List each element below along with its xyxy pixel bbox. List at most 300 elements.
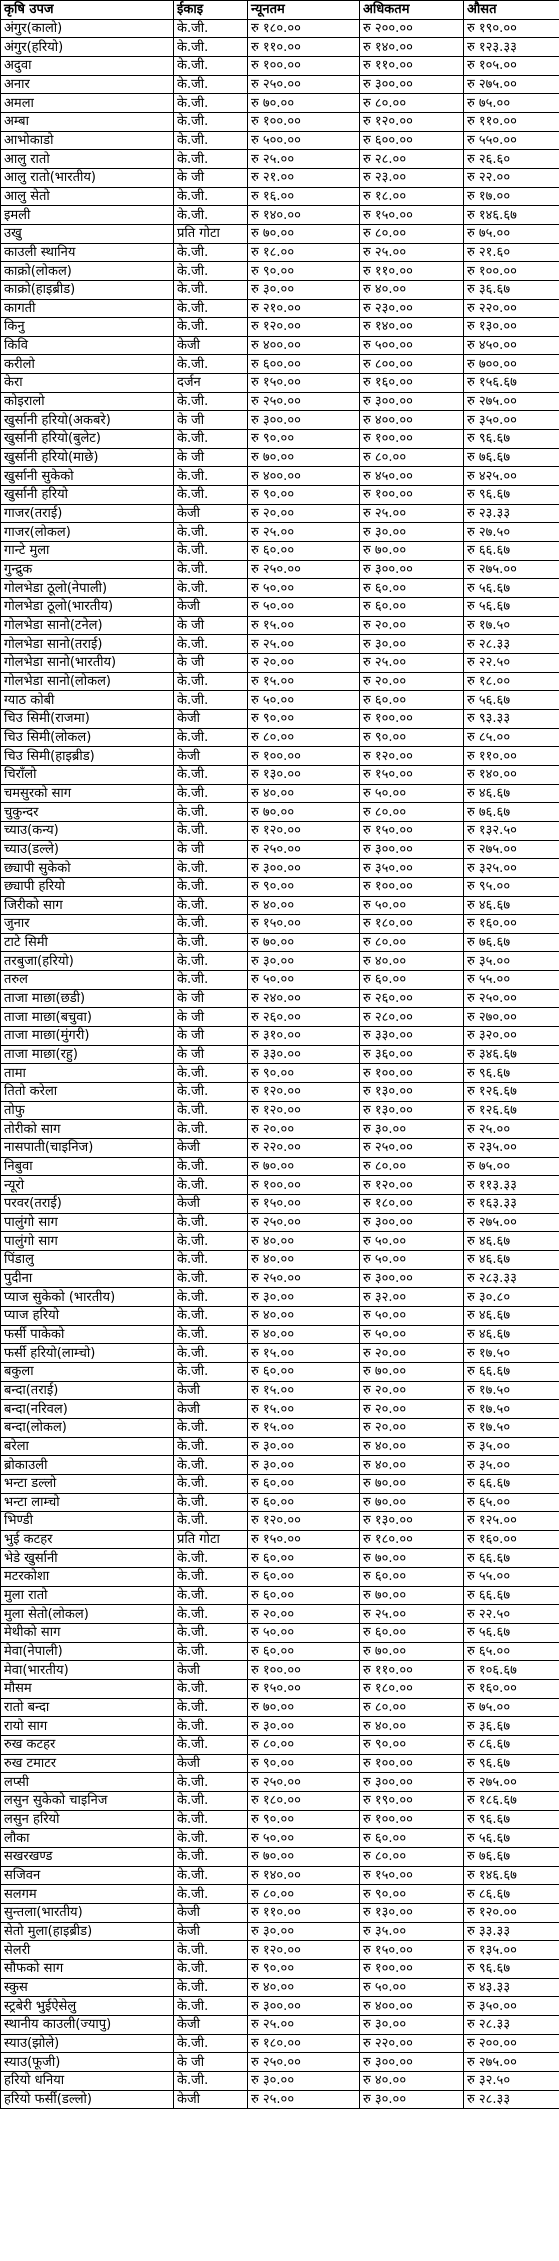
min-price-cell: रु १४०.०० <box>248 1866 360 1885</box>
table-body <box>1 19 559 2109</box>
max-price-cell: रु ३००.०० <box>360 1269 464 1288</box>
max-price-cell: रु १२०.०० <box>360 747 464 766</box>
unit-cell: के.जी. <box>174 1736 248 1755</box>
commodity-cell: भन्टा डल्लो <box>1 1474 174 1493</box>
min-price-cell: रु १५.०० <box>248 1344 360 1363</box>
unit-cell: के.जी. <box>174 1642 248 1661</box>
commodity-cell: च्याउ(डल्ले) <box>1 840 174 859</box>
max-price-cell: रु ८०.०० <box>360 1698 464 1717</box>
max-price-cell: रु २००.०० <box>360 19 464 38</box>
min-price-cell: रु ७०.०० <box>248 224 360 243</box>
table-row <box>1 1157 559 1176</box>
unit-cell: के.जी. <box>174 1810 248 1829</box>
min-price-cell: रु ७०.०० <box>248 933 360 952</box>
avg-price-cell: रु ३५.०० <box>464 1437 559 1456</box>
commodity-cell: च्याउ(कन्य) <box>1 821 174 840</box>
commodity-cell: अदुवा <box>1 56 174 75</box>
min-price-cell: रु ६०.०० <box>248 1642 360 1661</box>
avg-price-cell: रु १२६.६७ <box>464 1101 559 1120</box>
avg-price-cell: रु ६६.६७ <box>464 542 559 561</box>
table-row <box>1 896 559 915</box>
commodity-cell: ताजा माछा(बचुवा) <box>1 1008 174 1027</box>
min-price-cell: रु ५०.०० <box>248 579 360 598</box>
max-price-cell: रु १६०.०० <box>360 374 464 393</box>
commodity-cell: मेथीको साग <box>1 1624 174 1643</box>
commodity-cell: स्याउ(झोले) <box>1 2034 174 2053</box>
commodity-cell: आलु सेतो <box>1 187 174 206</box>
commodity-cell: पालुंगो साग <box>1 1213 174 1232</box>
commodity-cell: बन्दा(लोकल) <box>1 1418 174 1437</box>
max-price-cell: रु २५.०० <box>360 243 464 262</box>
avg-price-cell: रु ३३.३३ <box>464 1922 559 1941</box>
avg-price-cell: रु २५०.०० <box>464 989 559 1008</box>
min-price-cell: रु १८.०० <box>248 243 360 262</box>
max-price-cell: रु १३०.०० <box>360 1101 464 1120</box>
avg-price-cell: रु ३५०.०० <box>464 411 559 430</box>
unit-cell: के.जी. <box>174 262 248 281</box>
unit-cell: के.जी. <box>174 784 248 803</box>
avg-price-cell: रु ३५.०० <box>464 952 559 971</box>
unit-cell: के.जी. <box>174 765 248 784</box>
max-price-cell: रु २५.०० <box>360 653 464 672</box>
max-price-cell: रु १५०.०० <box>360 1866 464 1885</box>
min-price-cell: रु ४०.०० <box>248 1232 360 1251</box>
avg-price-cell: रु ११३.३३ <box>464 1176 559 1195</box>
avg-price-cell: रु २६.६० <box>464 150 559 169</box>
avg-price-cell: रु ३४६.६७ <box>464 1045 559 1064</box>
table-row <box>1 112 559 131</box>
unit-cell: के.जी. <box>174 1288 248 1307</box>
commodity-cell: गोलभेडा ठूलो(भारतीय) <box>1 598 174 617</box>
unit-cell: प्रति गोटा <box>174 1530 248 1549</box>
min-price-cell: रु १५.०० <box>248 672 360 691</box>
commodity-cell: बरेला <box>1 1437 174 1456</box>
unit-cell: के.जी. <box>174 1792 248 1811</box>
min-price-cell: रु १५०.०० <box>248 915 360 934</box>
table-row <box>1 411 559 430</box>
table-row <box>1 635 559 654</box>
unit-cell: केजी <box>174 1381 248 1400</box>
avg-price-cell: रु ३६.६७ <box>464 280 559 299</box>
avg-price-cell: रु १२३.३३ <box>464 38 559 57</box>
unit-cell: के.जी. <box>174 1866 248 1885</box>
table-row <box>1 971 559 990</box>
min-price-cell: रु ३०.०० <box>248 1456 360 1475</box>
table-row <box>1 1903 559 1922</box>
max-price-cell: रु ८००.०० <box>360 355 464 374</box>
commodity-cell: परवर(तराई) <box>1 1195 174 1214</box>
max-price-cell: रु १८०.०० <box>360 915 464 934</box>
avg-price-cell: रु १६३.३३ <box>464 1195 559 1214</box>
commodity-cell: पालुंगो साग <box>1 1232 174 1251</box>
commodity-cell: गोलभेडा ठूलो(नेपाली) <box>1 579 174 598</box>
min-price-cell: रु १२०.०० <box>248 1941 360 1960</box>
avg-price-cell: रु ९५.०० <box>464 877 559 896</box>
max-price-cell: रु १००.०० <box>360 430 464 449</box>
min-price-cell: रु ३०.०० <box>248 952 360 971</box>
commodity-cell: खुर्सानी हरियो(अकबरे) <box>1 411 174 430</box>
max-price-cell: रु १००.०० <box>360 1810 464 1829</box>
header-min: न्यूनतम <box>248 1 360 20</box>
commodity-cell: कोइरालो <box>1 392 174 411</box>
table-row <box>1 1530 559 1549</box>
min-price-cell: रु ९०.०० <box>248 877 360 896</box>
max-price-cell: रु २५.०० <box>360 1605 464 1624</box>
commodity-cell: तरबुजा(हरियो) <box>1 952 174 971</box>
avg-price-cell: रु ६६.६७ <box>464 1362 559 1381</box>
max-price-cell: रु ४०.०० <box>360 1437 464 1456</box>
commodity-cell: लौका <box>1 1829 174 1848</box>
unit-cell: के.जी. <box>174 1624 248 1643</box>
unit-cell: के.जी. <box>174 1997 248 2016</box>
avg-price-cell: रु २३.३३ <box>464 504 559 523</box>
max-price-cell: रु ७०.०० <box>360 1362 464 1381</box>
min-price-cell: रु १२०.०० <box>248 1512 360 1531</box>
unit-cell: के जी <box>174 448 248 467</box>
unit-cell: के.जी. <box>174 859 248 878</box>
table-row <box>1 653 559 672</box>
unit-cell: के.जी. <box>174 1325 248 1344</box>
unit-cell: के जी <box>174 616 248 635</box>
unit-cell: के.जी. <box>174 1232 248 1251</box>
unit-cell: केजी <box>174 504 248 523</box>
avg-price-cell: रु २००.०० <box>464 2034 559 2053</box>
avg-price-cell: रु ४२५.०० <box>464 467 559 486</box>
unit-cell: के.जी. <box>174 75 248 94</box>
unit-cell: के.जी. <box>174 299 248 318</box>
table-row <box>1 1773 559 1792</box>
min-price-cell: रु १५०.०० <box>248 374 360 393</box>
unit-cell: के.जी. <box>174 1344 248 1363</box>
min-price-cell: रु ९०.०० <box>248 1064 360 1083</box>
table-row <box>1 1045 559 1064</box>
min-price-cell: रु २५.०० <box>248 150 360 169</box>
avg-price-cell: रु २५.०० <box>464 1120 559 1139</box>
max-price-cell: रु ६०.०० <box>360 1568 464 1587</box>
avg-price-cell: रु ३०.८० <box>464 1288 559 1307</box>
avg-price-cell: रु ९६.६७ <box>464 1754 559 1773</box>
commodity-cell: ग्याठ कोबी <box>1 691 174 710</box>
avg-price-cell: रु ५५.०० <box>464 971 559 990</box>
table-row <box>1 1306 559 1325</box>
unit-cell: के.जी. <box>174 523 248 542</box>
min-price-cell: रु ६०.०० <box>248 1568 360 1587</box>
unit-cell: के.जी. <box>174 1474 248 1493</box>
commodity-cell: गोलभेडा सानो(तराई) <box>1 635 174 654</box>
table-row <box>1 467 559 486</box>
max-price-cell: रु ७०.०० <box>360 1474 464 1493</box>
table-row <box>1 1493 559 1512</box>
unit-cell: के.जी. <box>174 56 248 75</box>
max-price-cell: रु ८०.०० <box>360 94 464 113</box>
max-price-cell: रु १००.०० <box>360 1064 464 1083</box>
unit-cell: के.जी. <box>174 821 248 840</box>
table-row <box>1 392 559 411</box>
min-price-cell: रु ८०.०० <box>248 728 360 747</box>
table-row <box>1 859 559 878</box>
avg-price-cell: रु ८६.६७ <box>464 1736 559 1755</box>
min-price-cell: रु १२०.०० <box>248 1101 360 1120</box>
avg-price-cell: रु ५६.६७ <box>464 598 559 617</box>
table-row <box>1 1754 559 1773</box>
table-row <box>1 94 559 113</box>
table-row <box>1 336 559 355</box>
unit-cell: केजी <box>174 1661 248 1680</box>
max-price-cell: रु ७०.०० <box>360 542 464 561</box>
header-max: अधिकतम <box>360 1 464 20</box>
commodity-cell: तोफु <box>1 1101 174 1120</box>
min-price-cell: रु ५०.०० <box>248 598 360 617</box>
avg-price-cell: रु ४६.६७ <box>464 784 559 803</box>
unit-cell: के जी <box>174 653 248 672</box>
min-price-cell: रु १००.०० <box>248 112 360 131</box>
max-price-cell: रु १२०.०० <box>360 112 464 131</box>
table-row <box>1 1008 559 1027</box>
avg-price-cell: रु १२६.६७ <box>464 1083 559 1102</box>
max-price-cell: रु १९०.०० <box>360 1792 464 1811</box>
avg-price-cell: रु ६५.०० <box>464 1493 559 1512</box>
avg-price-cell: रु २८.३३ <box>464 2015 559 2034</box>
table-row <box>1 1213 559 1232</box>
max-price-cell: रु ७०.०० <box>360 1586 464 1605</box>
avg-price-cell: रु ६६.६७ <box>464 1549 559 1568</box>
unit-cell: के.जी. <box>174 635 248 654</box>
min-price-cell: रु १२०.०० <box>248 318 360 337</box>
max-price-cell: रु ३५.०० <box>360 1922 464 1941</box>
unit-cell: के.जी. <box>174 1456 248 1475</box>
max-price-cell: रु २६०.०० <box>360 989 464 1008</box>
unit-cell: के.जी. <box>174 1959 248 1978</box>
min-price-cell: रु २०.०० <box>248 1120 360 1139</box>
table-row <box>1 131 559 150</box>
min-price-cell: रु २०.०० <box>248 504 360 523</box>
min-price-cell: रु ३०.०० <box>248 1437 360 1456</box>
avg-price-cell: रु २७५.०० <box>464 392 559 411</box>
min-price-cell: रु २५०.०० <box>248 392 360 411</box>
min-price-cell: रु ६००.०० <box>248 355 360 374</box>
table-row <box>1 1418 559 1437</box>
avg-price-cell: रु १२५.०० <box>464 1512 559 1531</box>
unit-cell: के.जी. <box>174 1941 248 1960</box>
table-row <box>1 1456 559 1475</box>
unit-cell: के.जी. <box>174 2071 248 2090</box>
avg-price-cell: रु ३६.६७ <box>464 1717 559 1736</box>
avg-price-cell: रु ४६.६७ <box>464 1306 559 1325</box>
commodity-cell: बन्दा(नरिवल) <box>1 1400 174 1419</box>
commodity-cell: नासपाती(चाइनिज) <box>1 1139 174 1158</box>
table-row <box>1 1698 559 1717</box>
min-price-cell: रु १५.०० <box>248 1418 360 1437</box>
unit-cell: के.जी. <box>174 1306 248 1325</box>
unit-cell: के.जी. <box>174 430 248 449</box>
unit-cell: के.जी. <box>174 1605 248 1624</box>
max-price-cell: रु २३.०० <box>360 168 464 187</box>
unit-cell: केजी <box>174 2015 248 2034</box>
table-row <box>1 728 559 747</box>
avg-price-cell: रु १७.५० <box>464 1344 559 1363</box>
commodity-cell: आभोकाडो <box>1 131 174 150</box>
table-row <box>1 598 559 617</box>
unit-cell: के.जी. <box>174 542 248 561</box>
max-price-cell: रु २५०.०० <box>360 1139 464 1158</box>
max-price-cell: रु ५०.०० <box>360 1306 464 1325</box>
commodity-cell: काक्रो(लोकल) <box>1 262 174 281</box>
max-price-cell: रु ३००.०० <box>360 560 464 579</box>
avg-price-cell: रु २८.३३ <box>464 635 559 654</box>
unit-cell: के.जी. <box>174 2034 248 2053</box>
min-price-cell: रु २५.०० <box>248 635 360 654</box>
avg-price-cell: रु २८.३३ <box>464 2090 559 2109</box>
avg-price-cell: रु २७५.०० <box>464 1773 559 1792</box>
max-price-cell: रु १५०.०० <box>360 206 464 225</box>
min-price-cell: रु ६०.०० <box>248 1474 360 1493</box>
min-price-cell: रु १५.०० <box>248 1400 360 1419</box>
unit-cell: के.जी. <box>174 952 248 971</box>
max-price-cell: रु २३०.०० <box>360 299 464 318</box>
avg-price-cell: रु १७.०० <box>464 187 559 206</box>
unit-cell: के जी <box>174 1045 248 1064</box>
commodity-cell: खुर्सानी सुकेको <box>1 467 174 486</box>
commodity-cell: इमली <box>1 206 174 225</box>
unit-cell: केजी <box>174 1903 248 1922</box>
max-price-cell: रु १००.०० <box>360 709 464 728</box>
table-row <box>1 1269 559 1288</box>
table-row <box>1 1941 559 1960</box>
min-price-cell: रु १००.०० <box>248 56 360 75</box>
table-row <box>1 1736 559 1755</box>
table-row <box>1 2034 559 2053</box>
commodity-cell: जुनार <box>1 915 174 934</box>
min-price-cell: रु ३३०.०० <box>248 1045 360 1064</box>
max-price-cell: रु २०.०० <box>360 672 464 691</box>
commodity-cell: चिराँलो <box>1 765 174 784</box>
max-price-cell: रु १००.०० <box>360 1754 464 1773</box>
unit-cell: के.जी. <box>174 392 248 411</box>
min-price-cell: रु ८०.०० <box>248 1885 360 1904</box>
commodity-cell: रायो साग <box>1 1717 174 1736</box>
avg-price-cell: रु २२.०० <box>464 168 559 187</box>
commodity-cell: भन्टा लाम्चो <box>1 1493 174 1512</box>
commodity-cell: खुर्सानी हरियो <box>1 486 174 505</box>
commodity-cell: गोलभेडा सानो(लोकल) <box>1 672 174 691</box>
avg-price-cell: रु ९६.६७ <box>464 1959 559 1978</box>
min-price-cell: रु ४०.०० <box>248 1978 360 1997</box>
avg-price-cell: रु ५६.६७ <box>464 579 559 598</box>
table-row <box>1 1437 559 1456</box>
avg-price-cell: रु ७५.०० <box>464 1698 559 1717</box>
unit-cell: केजी <box>174 2090 248 2109</box>
max-price-cell: रु ४०.०० <box>360 1456 464 1475</box>
max-price-cell: रु ३०.०० <box>360 523 464 542</box>
max-price-cell: रु २८०.०० <box>360 1008 464 1027</box>
table-row <box>1 19 559 38</box>
unit-cell: के.जी. <box>174 1083 248 1102</box>
commodity-cell: भेडे खुर्सानी <box>1 1549 174 1568</box>
min-price-cell: रु ६०.०० <box>248 1362 360 1381</box>
max-price-cell: रु २८.०० <box>360 150 464 169</box>
commodity-cell: हरियो धनिया <box>1 2071 174 2090</box>
commodity-cell: ताजा माछा(मुंगरी) <box>1 1027 174 1046</box>
unit-cell: केजी <box>174 747 248 766</box>
max-price-cell: रु १३०.०० <box>360 1512 464 1531</box>
table-row <box>1 1325 559 1344</box>
min-price-cell: रु ३००.०० <box>248 1997 360 2016</box>
min-price-cell: रु १३०.०० <box>248 765 360 784</box>
commodity-cell: पुदीना <box>1 1269 174 1288</box>
max-price-cell: रु ३००.०० <box>360 1773 464 1792</box>
table-row <box>1 2090 559 2109</box>
avg-price-cell: रु २२.५० <box>464 1605 559 1624</box>
commodity-cell: कागती <box>1 299 174 318</box>
table-row <box>1 1997 559 2016</box>
avg-price-cell: रु ७६.६७ <box>464 448 559 467</box>
min-price-cell: रु ६०.०० <box>248 1586 360 1605</box>
table-row <box>1 1978 559 1997</box>
min-price-cell: रु २५०.०० <box>248 560 360 579</box>
min-price-cell: रु ६०.०० <box>248 1549 360 1568</box>
table-row <box>1 448 559 467</box>
min-price-cell: रु ७०.०० <box>248 1847 360 1866</box>
avg-price-cell: रु २७५.०० <box>464 75 559 94</box>
unit-cell: के.जी. <box>174 467 248 486</box>
max-price-cell: रु ३००.०० <box>360 1213 464 1232</box>
unit-cell: के जी <box>174 2053 248 2072</box>
avg-price-cell: रु ४६.६७ <box>464 896 559 915</box>
avg-price-cell: रु ११०.०० <box>464 747 559 766</box>
min-price-cell: रु ४०.०० <box>248 1250 360 1269</box>
commodity-cell: तामा <box>1 1064 174 1083</box>
unit-cell: के.जी. <box>174 896 248 915</box>
commodity-cell: रुख टमाटर <box>1 1754 174 1773</box>
min-price-cell: रु ५०.०० <box>248 1829 360 1848</box>
max-price-cell: रु ४०.०० <box>360 952 464 971</box>
unit-cell: प्रति गोटा <box>174 224 248 243</box>
table-row <box>1 1288 559 1307</box>
commodity-cell: सेलरी <box>1 1941 174 1960</box>
unit-cell: के.जी. <box>174 38 248 57</box>
avg-price-cell: रु २८३.३३ <box>464 1269 559 1288</box>
table-row <box>1 150 559 169</box>
min-price-cell: रु ४०.०० <box>248 784 360 803</box>
max-price-cell: रु २०.०० <box>360 1400 464 1419</box>
avg-price-cell: रु ४६.६७ <box>464 1325 559 1344</box>
min-price-cell: रु ६०.०० <box>248 1493 360 1512</box>
commodity-cell: स्कुस <box>1 1978 174 1997</box>
table-row <box>1 430 559 449</box>
unit-cell: के.जी. <box>174 1773 248 1792</box>
table-row <box>1 1176 559 1195</box>
min-price-cell: रु ३०.०० <box>248 1922 360 1941</box>
max-price-cell: रु ३२.०० <box>360 1288 464 1307</box>
table-row <box>1 1064 559 1083</box>
unit-cell: के.जी. <box>174 1157 248 1176</box>
avg-price-cell: रु ३५.०० <box>464 1456 559 1475</box>
table-row <box>1 486 559 505</box>
table-row <box>1 1362 559 1381</box>
min-price-cell: रु १५०.०० <box>248 1680 360 1699</box>
commodity-cell: जिरीको साग <box>1 896 174 915</box>
commodity-cell: काक्रो(हाइब्रीड) <box>1 280 174 299</box>
avg-price-cell: रु १४६.६७ <box>464 206 559 225</box>
table-row <box>1 1642 559 1661</box>
commodity-cell: तरुल <box>1 971 174 990</box>
avg-price-cell: रु १७.५० <box>464 1418 559 1437</box>
commodity-cell: मेवा(नेपाली) <box>1 1642 174 1661</box>
max-price-cell: रु १८०.०० <box>360 1195 464 1214</box>
min-price-cell: रु ५०.०० <box>248 691 360 710</box>
unit-cell: के.जी. <box>174 243 248 262</box>
table-row <box>1 504 559 523</box>
